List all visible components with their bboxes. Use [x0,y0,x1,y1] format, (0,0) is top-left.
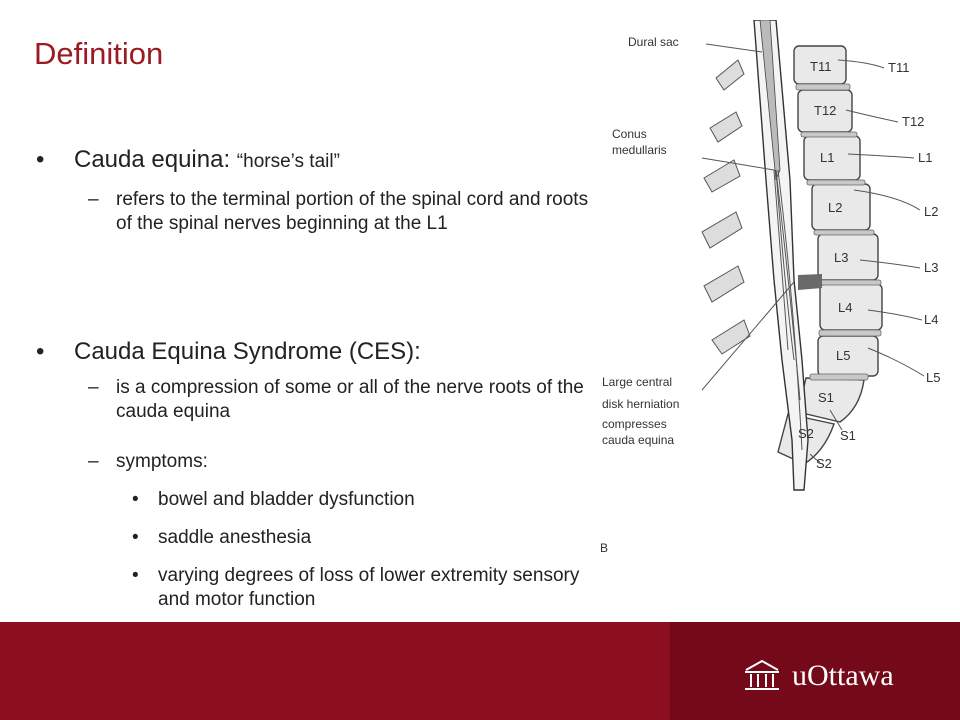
uottawa-logo [742,658,894,694]
bullet-dot: • [132,489,139,510]
bullet-dot: • [132,527,139,548]
nerve-label: S2 [816,456,832,471]
vertebra-label: L3 [834,250,849,265]
bullet-dot: • [132,565,139,586]
nerve-label: S1 [840,428,856,443]
label-herniation-4: cauda equina [602,433,675,447]
vertebra-label: T12 [814,103,837,118]
nerve-label: L3 [924,260,939,275]
nerve-label: T11 [888,60,910,75]
vertebra-label: T11 [810,59,832,74]
bullet-cauda-lead: Cauda equina: [74,146,237,173]
spine-diagram [598,20,960,560]
bullet-cauda-quote: “horse’s tail” [236,151,340,172]
nerve-label: L4 [924,312,939,327]
figure-corner-label: B [600,541,609,555]
slide-title: Definition [34,36,164,71]
symptom-text: saddle anesthesia [158,527,312,548]
nerve-label: L2 [924,204,939,219]
logo-text: uOttawa [792,659,894,692]
nerve-label: L1 [918,150,933,165]
label-conus-1: Conus [612,127,647,141]
symptom-text: varying degrees of loss of lower extremity sensory and motor function [158,565,580,610]
vertebra-label: L2 [828,200,843,215]
spinous-processes [702,60,750,354]
sub-bullet-compression-text: is a compression of some or all of the nerve roots of the cauda equina [116,377,584,422]
label-dural-sac: Dural sac [628,35,679,49]
label-herniation-3: compresses [602,417,667,431]
bullet-dot: • [36,146,45,173]
sub-bullet-dash: – [88,377,99,398]
label-conus-2: medullaris [612,143,667,157]
building-icon [742,658,782,694]
sub-bullet-dash: – [88,451,99,472]
symptom-text: bowel and bladder dysfunction [158,489,415,510]
vertebra-label: L4 [838,300,853,315]
vertebra-label: L5 [836,348,851,363]
label-herniation-1: Large central [602,375,673,389]
nerve-label: T12 [902,114,925,129]
nerve-label: L5 [926,370,941,385]
sub-bullet-terminal-text: refers to the terminal portion of the spinal cord and roots of the spinal nerves beginning at the L1 [116,189,589,234]
sub-bullet-symptoms-text: symptoms: [116,451,208,472]
vertebra-label: S2 [798,426,814,441]
sub-bullet-dash: – [88,189,99,210]
bullet-ces-text: Cauda Equina Syndrome (CES): [74,338,421,365]
bullet-dot: • [36,338,45,365]
disk-herniation [798,274,822,290]
vertebra-label: S1 [818,390,834,405]
vertebra-label: L1 [820,150,835,165]
label-herniation-2: disk herniation [602,397,680,411]
